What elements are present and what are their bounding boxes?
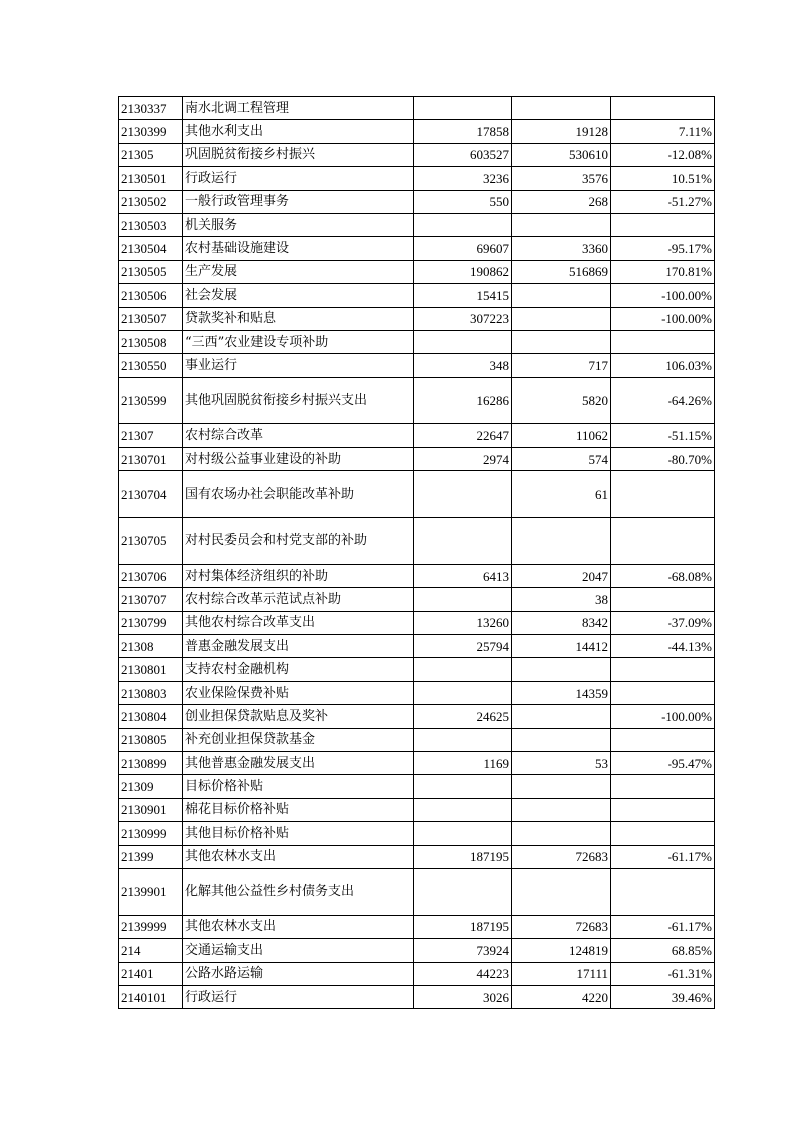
- previous-amount-cell: 603527: [414, 143, 512, 166]
- table-row: [119, 681, 715, 704]
- change-percent-cell: [611, 658, 715, 681]
- previous-amount-cell: [414, 471, 512, 518]
- item-code-cell: 2130805: [119, 728, 183, 751]
- change-percent-cell: [611, 588, 715, 611]
- item-name-cell: 棉花目标价格补贴: [183, 798, 414, 821]
- current-amount-cell: 19128: [512, 120, 611, 143]
- current-amount-cell: 3360: [512, 237, 611, 260]
- change-percent-cell: [611, 728, 715, 751]
- item-code-cell: 2130502: [119, 190, 183, 213]
- item-code-cell: 21309: [119, 775, 183, 798]
- current-amount-cell: 61: [512, 471, 611, 518]
- item-code-cell: 2130701: [119, 447, 183, 470]
- table-row: [119, 868, 715, 915]
- item-code-cell: 2139901: [119, 868, 183, 915]
- current-amount-cell: [512, 728, 611, 751]
- current-amount-cell: [512, 658, 611, 681]
- item-code-cell: 21399: [119, 845, 183, 868]
- item-code-cell: 2130705: [119, 518, 183, 565]
- previous-amount-cell: 550: [414, 190, 512, 213]
- current-amount-cell: 14412: [512, 635, 611, 658]
- item-code-cell: 2130804: [119, 705, 183, 728]
- current-amount-cell: [512, 213, 611, 236]
- current-amount-cell: [512, 822, 611, 845]
- previous-amount-cell: 348: [414, 354, 512, 377]
- change-percent-cell: 39.46%: [611, 985, 715, 1008]
- change-percent-cell: 10.51%: [611, 167, 715, 190]
- table-row: [119, 962, 715, 985]
- table-row: [119, 213, 715, 236]
- table-row: [119, 822, 715, 845]
- item-code-cell: 21308: [119, 635, 183, 658]
- item-code-cell: 2130505: [119, 260, 183, 283]
- item-name-cell: 农村基础设施建设: [183, 237, 414, 260]
- previous-amount-cell: 44223: [414, 962, 512, 985]
- previous-amount-cell: [414, 658, 512, 681]
- item-name-cell: 事业运行: [183, 354, 414, 377]
- previous-amount-cell: 307223: [414, 307, 512, 330]
- item-name-cell: 巩固脱贫衔接乡村振兴: [183, 143, 414, 166]
- previous-amount-cell: 17858: [414, 120, 512, 143]
- item-name-cell: 对村级公益事业建设的补助: [183, 447, 414, 470]
- table-row: [119, 237, 715, 260]
- current-amount-cell: 72683: [512, 845, 611, 868]
- change-percent-cell: 68.85%: [611, 939, 715, 962]
- item-name-cell: 农业保险保费补贴: [183, 681, 414, 704]
- previous-amount-cell: [414, 97, 512, 120]
- item-code-cell: 2130337: [119, 97, 183, 120]
- table-row: [119, 775, 715, 798]
- item-name-cell: 其他巩固脱贫衔接乡村振兴支出: [183, 377, 414, 424]
- change-percent-cell: [611, 775, 715, 798]
- previous-amount-cell: 1169: [414, 751, 512, 774]
- item-code-cell: 21401: [119, 962, 183, 985]
- table-row: [119, 97, 715, 120]
- table-row: [119, 564, 715, 587]
- change-percent-cell: -80.70%: [611, 447, 715, 470]
- previous-amount-cell: 2974: [414, 447, 512, 470]
- current-amount-cell: [512, 518, 611, 565]
- table-row: [119, 120, 715, 143]
- item-name-cell: 生产发展: [183, 260, 414, 283]
- previous-amount-cell: [414, 775, 512, 798]
- current-amount-cell: 574: [512, 447, 611, 470]
- item-code-cell: 2130504: [119, 237, 183, 260]
- item-name-cell: 行政运行: [183, 167, 414, 190]
- item-code-cell: 2139999: [119, 915, 183, 938]
- current-amount-cell: 3576: [512, 167, 611, 190]
- item-name-cell: 公路水路运输: [183, 962, 414, 985]
- item-code-cell: 2130899: [119, 751, 183, 774]
- item-code-cell: 2130799: [119, 611, 183, 634]
- table-row: [119, 939, 715, 962]
- change-percent-cell: [611, 868, 715, 915]
- table-row: [119, 330, 715, 353]
- current-amount-cell: 268: [512, 190, 611, 213]
- item-code-cell: 2130803: [119, 681, 183, 704]
- previous-amount-cell: 24625: [414, 705, 512, 728]
- change-percent-cell: 106.03%: [611, 354, 715, 377]
- change-percent-cell: -95.17%: [611, 237, 715, 260]
- table-row: [119, 798, 715, 821]
- change-percent-cell: -61.17%: [611, 845, 715, 868]
- current-amount-cell: 2047: [512, 564, 611, 587]
- change-percent-cell: [611, 471, 715, 518]
- change-percent-cell: -61.31%: [611, 962, 715, 985]
- change-percent-cell: -68.08%: [611, 564, 715, 587]
- table-row: [119, 190, 715, 213]
- current-amount-cell: 4220: [512, 985, 611, 1008]
- item-name-cell: 其他水利支出: [183, 120, 414, 143]
- item-name-cell: 普惠金融发展支出: [183, 635, 414, 658]
- previous-amount-cell: 3236: [414, 167, 512, 190]
- table-row: [119, 354, 715, 377]
- previous-amount-cell: 16286: [414, 377, 512, 424]
- previous-amount-cell: [414, 213, 512, 236]
- item-code-cell: 2130550: [119, 354, 183, 377]
- current-amount-cell: 516869: [512, 260, 611, 283]
- previous-amount-cell: 73924: [414, 939, 512, 962]
- item-code-cell: 2130704: [119, 471, 183, 518]
- change-percent-cell: -100.00%: [611, 284, 715, 307]
- current-amount-cell: 14359: [512, 681, 611, 704]
- current-amount-cell: 717: [512, 354, 611, 377]
- current-amount-cell: 8342: [512, 611, 611, 634]
- item-name-cell: 目标价格补贴: [183, 775, 414, 798]
- item-name-cell: 其他农村综合改革支出: [183, 611, 414, 634]
- item-name-cell: 对村民委员会和村党支部的补助: [183, 518, 414, 565]
- budget-table: [118, 96, 715, 1009]
- current-amount-cell: [512, 798, 611, 821]
- table-row: [119, 635, 715, 658]
- item-name-cell: 机关服务: [183, 213, 414, 236]
- previous-amount-cell: 69607: [414, 237, 512, 260]
- item-code-cell: 2130801: [119, 658, 183, 681]
- item-code-cell: 2140101: [119, 985, 183, 1008]
- item-name-cell: 交通运输支出: [183, 939, 414, 962]
- previous-amount-cell: 3026: [414, 985, 512, 1008]
- current-amount-cell: 530610: [512, 143, 611, 166]
- item-code-cell: 2130506: [119, 284, 183, 307]
- change-percent-cell: 170.81%: [611, 260, 715, 283]
- current-amount-cell: 17111: [512, 962, 611, 985]
- item-name-cell: 一般行政管理事务: [183, 190, 414, 213]
- change-percent-cell: [611, 97, 715, 120]
- item-code-cell: 21307: [119, 424, 183, 447]
- table-row: [119, 611, 715, 634]
- item-code-cell: 2130399: [119, 120, 183, 143]
- item-code-cell: 2130707: [119, 588, 183, 611]
- item-name-cell: 创业担保贷款贴息及奖补: [183, 705, 414, 728]
- item-code-cell: 2130503: [119, 213, 183, 236]
- item-code-cell: 2130599: [119, 377, 183, 424]
- table-row: [119, 143, 715, 166]
- current-amount-cell: [512, 330, 611, 353]
- previous-amount-cell: 190862: [414, 260, 512, 283]
- item-code-cell: 2130901: [119, 798, 183, 821]
- table-row: [119, 471, 715, 518]
- table-row: [119, 424, 715, 447]
- previous-amount-cell: [414, 798, 512, 821]
- previous-amount-cell: 6413: [414, 564, 512, 587]
- change-percent-cell: -12.08%: [611, 143, 715, 166]
- current-amount-cell: 5820: [512, 377, 611, 424]
- item-code-cell: 2130999: [119, 822, 183, 845]
- table-row: [119, 728, 715, 751]
- item-name-cell: 化解其他公益性乡村债务支出: [183, 868, 414, 915]
- previous-amount-cell: [414, 822, 512, 845]
- item-name-cell: 行政运行: [183, 985, 414, 1008]
- previous-amount-cell: 22647: [414, 424, 512, 447]
- table-row: [119, 915, 715, 938]
- change-percent-cell: [611, 798, 715, 821]
- change-percent-cell: [611, 518, 715, 565]
- change-percent-cell: -61.17%: [611, 915, 715, 938]
- current-amount-cell: 124819: [512, 939, 611, 962]
- item-name-cell: 其他普惠金融发展支出: [183, 751, 414, 774]
- item-name-cell: 对村集体经济组织的补助: [183, 564, 414, 587]
- current-amount-cell: 38: [512, 588, 611, 611]
- item-name-cell: 农村综合改革: [183, 424, 414, 447]
- change-percent-cell: -95.47%: [611, 751, 715, 774]
- change-percent-cell: -100.00%: [611, 307, 715, 330]
- item-code-cell: 2130501: [119, 167, 183, 190]
- previous-amount-cell: 25794: [414, 635, 512, 658]
- table-row: [119, 260, 715, 283]
- item-code-cell: 2130706: [119, 564, 183, 587]
- item-name-cell: 其他目标价格补贴: [183, 822, 414, 845]
- current-amount-cell: [512, 284, 611, 307]
- current-amount-cell: [512, 97, 611, 120]
- table-row: [119, 588, 715, 611]
- item-code-cell: 2130507: [119, 307, 183, 330]
- previous-amount-cell: [414, 728, 512, 751]
- current-amount-cell: [512, 868, 611, 915]
- change-percent-cell: [611, 822, 715, 845]
- item-name-cell: 补充创业担保贷款基金: [183, 728, 414, 751]
- change-percent-cell: [611, 213, 715, 236]
- change-percent-cell: -51.15%: [611, 424, 715, 447]
- budget-table-body: [119, 97, 715, 1009]
- item-code-cell: 214: [119, 939, 183, 962]
- previous-amount-cell: [414, 868, 512, 915]
- previous-amount-cell: 13260: [414, 611, 512, 634]
- table-row: [119, 307, 715, 330]
- item-name-cell: 其他农林水支出: [183, 915, 414, 938]
- change-percent-cell: -37.09%: [611, 611, 715, 634]
- table-row: [119, 751, 715, 774]
- item-name-cell: 社会发展: [183, 284, 414, 307]
- previous-amount-cell: [414, 330, 512, 353]
- item-code-cell: 21305: [119, 143, 183, 166]
- item-name-cell: 农村综合改革示范试点补助: [183, 588, 414, 611]
- change-percent-cell: -44.13%: [611, 635, 715, 658]
- previous-amount-cell: [414, 588, 512, 611]
- table-row: [119, 167, 715, 190]
- item-code-cell: 2130508: [119, 330, 183, 353]
- item-name-cell: 南水北调工程管理: [183, 97, 414, 120]
- current-amount-cell: 11062: [512, 424, 611, 447]
- previous-amount-cell: [414, 681, 512, 704]
- current-amount-cell: 53: [512, 751, 611, 774]
- current-amount-cell: [512, 705, 611, 728]
- item-name-cell: 支持农村金融机构: [183, 658, 414, 681]
- current-amount-cell: [512, 307, 611, 330]
- current-amount-cell: 72683: [512, 915, 611, 938]
- item-name-cell: 国有农场办社会职能改革补助: [183, 471, 414, 518]
- table-row: [119, 705, 715, 728]
- change-percent-cell: [611, 330, 715, 353]
- item-name-cell: “三西”农业建设专项补助: [183, 330, 414, 353]
- table-row: [119, 985, 715, 1008]
- previous-amount-cell: 187195: [414, 845, 512, 868]
- change-percent-cell: -51.27%: [611, 190, 715, 213]
- previous-amount-cell: 187195: [414, 915, 512, 938]
- table-row: [119, 284, 715, 307]
- table-row: [119, 377, 715, 424]
- table-row: [119, 518, 715, 565]
- current-amount-cell: [512, 775, 611, 798]
- change-percent-cell: 7.11%: [611, 120, 715, 143]
- table-row: [119, 447, 715, 470]
- table-row: [119, 845, 715, 868]
- table-row: [119, 658, 715, 681]
- previous-amount-cell: [414, 518, 512, 565]
- previous-amount-cell: 15415: [414, 284, 512, 307]
- change-percent-cell: -100.00%: [611, 705, 715, 728]
- change-percent-cell: [611, 681, 715, 704]
- item-name-cell: 其他农林水支出: [183, 845, 414, 868]
- item-name-cell: 贷款奖补和贴息: [183, 307, 414, 330]
- change-percent-cell: -64.26%: [611, 377, 715, 424]
